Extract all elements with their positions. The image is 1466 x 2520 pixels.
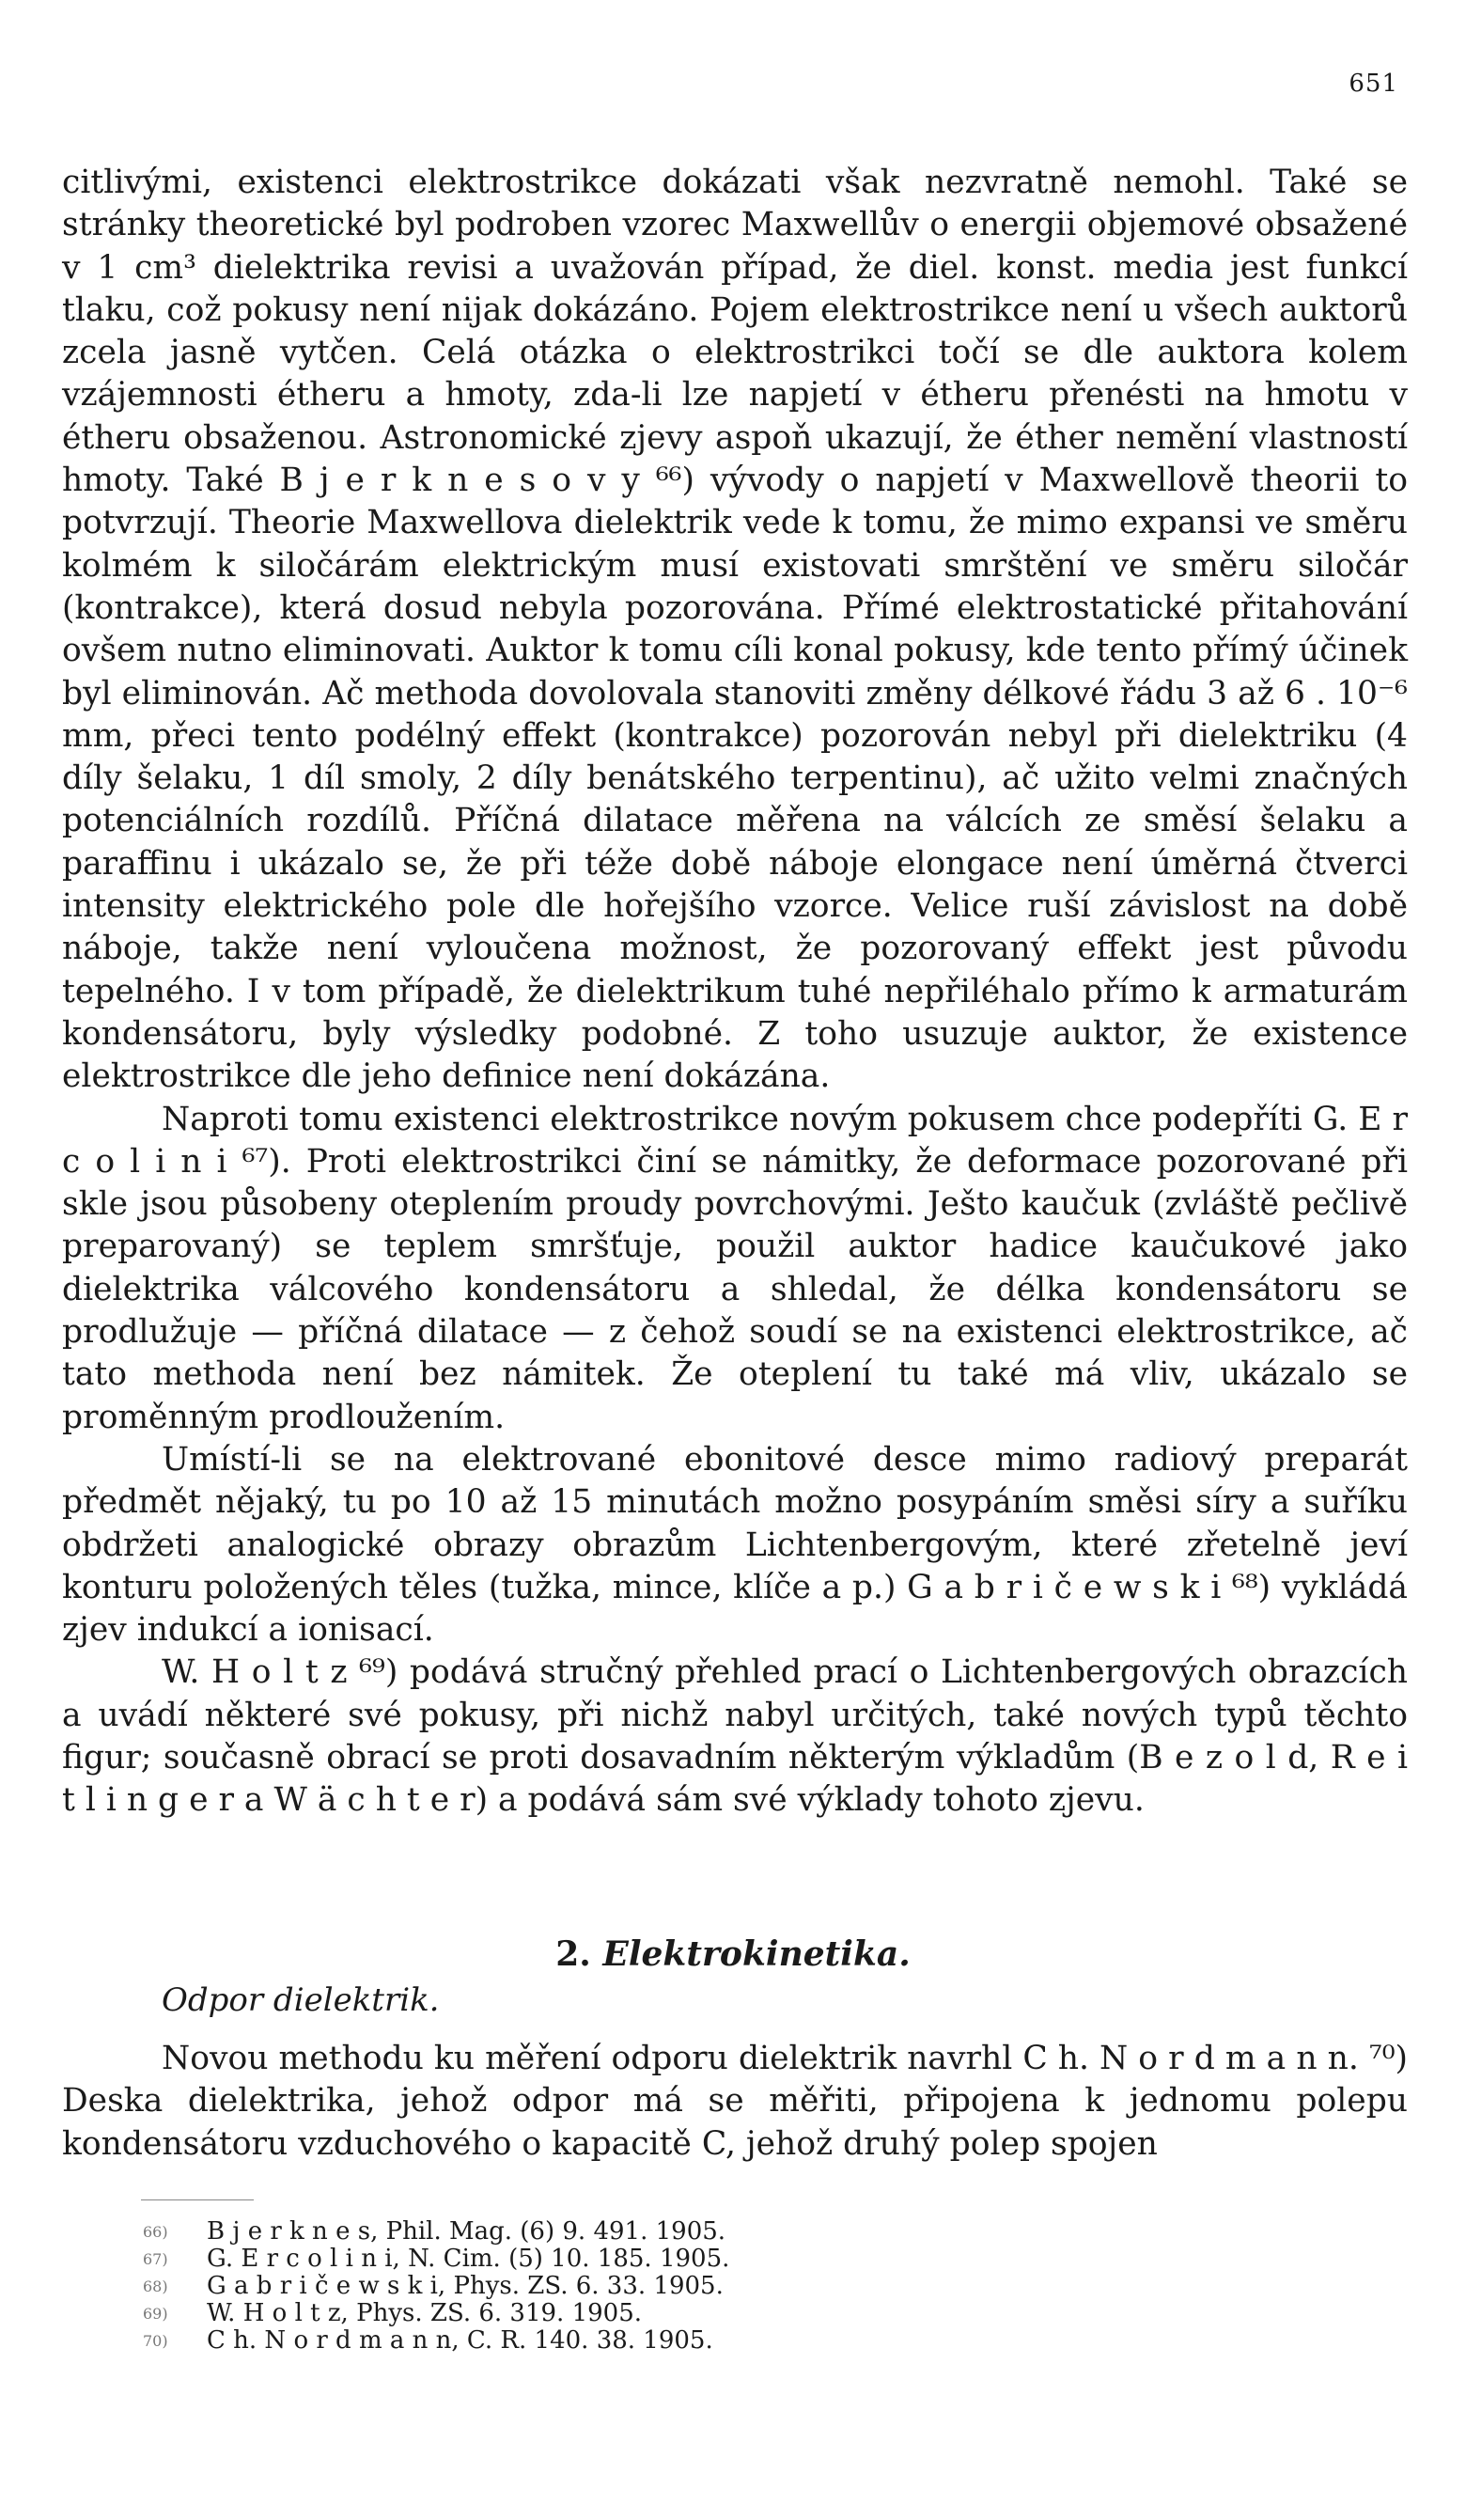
footnote (143, 2246, 1271, 2273)
section-title: Elektrokinetika. (602, 1934, 911, 1974)
footnote-mark: 68) (143, 2277, 168, 2295)
footnote-text: B j e r k n e s, Phil. Mag. (6) 9. 491. 1905. (207, 2217, 726, 2246)
footnote-text: C h. N o r d m a n n, C. R. 140. 38. 1905. (207, 2326, 713, 2355)
paragraph-ercolini: Naproti tomu existenci elektrostrikce novým pokusem chce podepříti G. E r c o l i n i ⁶⁷). Proti elektrostrikci činí se námitky, že deformace pozorované při skle jsou působeny oteplením proudy povrchovými. Ješto kaučuk (zvláště pečlivě preparovaný) se teplem smršťuje, použil auktor hadice kaučukové jako dielektrika válcového kondensátoru a shledal, že délka kondensátoru se prodlužuje — příčná dilatace — z čehož soudí se na existenci elektrostrikce, ač tato methoda není bez námitek. Že oteplení tu také má vliv, ukázalo se proměnným prodloužením. (62, 1100, 1408, 1436)
footnote-text: G. E r c o l i n i, N. Cim. (5) 10. 185. 1905. (207, 2245, 730, 2273)
footnote-divider (141, 2199, 254, 2200)
section-text (62, 2038, 1408, 2166)
paragraph-holtz: W. H o l t z ⁶⁹) podává stručný přehled prací o Lichtenbergových obrazcích a uvádí některé své pokusy, při nichž nabyl určitých, také nových typů těchto figur; současně obrací se proti dosavadním některým výkladům (B e z o l d, R e i t l i n g e r a W ä c h t e r) a podává sám své výklady tohoto zjevu. (62, 1653, 1408, 1820)
page-number: 651 (1349, 70, 1398, 98)
paragraph-electrostriction: citlivými, existenci elektrostrikce dokázati však nezvratně nemohl. Také se stránky theoretické byl podroben vzorec Maxwellův o energii objemové obsažené v 1 cm³ dielektrika revisi a uvažován případ, že diel. konst. media jest funkcí tlaku, což pokusy není nijak dokázáno. Pojem elektrostrikce není u všech auktorů zcela jasně vytčen. Celá otázka o elektrostrikci točí se dle auktora kolem vzájemnosti étheru a hmoty, zda-li lze napjetí v étheru přenésti na hmotu v étheru obsaženou. Astronomické zjevy aspoň ukazují, že éther nemění vlastností hmoty. Také B j e r k n e s o v y ⁶⁶) vývody o napjetí v Maxwellově theorii to potvrzují. Theorie Maxwellova dielektrik vede k tomu, že mimo expansi ve směru kolmém k siločárám elektrickým musí existovati smrštění ve směru siločár (kontrakce), která dosud nebyla pozorována. Přímé elektrostatické přitahování ovšem nutno eliminovati. Auktor k tomu cíli konal pokusy, kde tento přímý účinek byl eliminován. Ač methoda dovolovala stanoviti změny délkové řádu 3 až 6 . 10⁻⁶ mm, přeci tento podélný effekt (kontrakce) pozorován nebyl při dielektriku (4 díly šelaku, 1 díl smoly, 2 díly benátského terpentinu), ač užito velmi značných potenciálních rozdílů. Příčná dilatace měřena na válcích ze směsí šelaku a paraffinu i ukázalo se, že při téže době náboje elongace není úměrná čtverci intensity elektrického pole dle hořejšího vzorce. Velice ruší závislost na době náboje, takže není vyloučena možnost, že pozorovaný effekt jest původu tepelného. I v tom případě, že dielektrikum tuhé nepřiléhalo přímo k armaturám kondensátoru, byly výsledky podobné. Z toho usuzuje auktor, že existence elektrostrikce dle jeho definice není dokázána. (62, 164, 1408, 1096)
footnote (143, 2300, 1271, 2327)
section-number: 2. (555, 1934, 591, 1974)
subsection-heading: Odpor dielektrik. (162, 1981, 440, 2019)
main-text (62, 162, 1408, 1823)
footnote (143, 2327, 1271, 2355)
footnote-mark: 67) (143, 2250, 168, 2268)
footnote-text: W. H o l t z, Phys. ZS. 6. 319. 1905. (207, 2299, 643, 2327)
footnote-mark: 66) (143, 2223, 168, 2241)
section-heading (0, 1934, 1466, 1974)
footnote (143, 2218, 1271, 2246)
footnote-mark: 69) (143, 2305, 168, 2323)
paragraph-nordmann: Novou methodu ku měření odporu dielektrik navrhl C h. N o r d m a n n. ⁷⁰) Deska dielektrika, jehož odpor má se měřiti, připojena k jednomu polepu kondensátoru vzduchového o kapacitě C, jehož druhý polep spojen (62, 2040, 1408, 2163)
paragraph-lichtenberg-figures: Umístí-li se na elektrované ebonitové desce mimo radiový preparát předmět nějaký, tu po 10 až 15 minutách možno posypáním směsi síry a suříku obdržeti analogické obrazy obrazům Lichtenbergovým, které zřetelně jeví konturu položených těles (tužka, mince, klíče a p.) G a b r i č e w s k i ⁶⁸) vykládá zjev indukcí a ionisací. (62, 1440, 1408, 1650)
footnote-text: G a b r i č e w s k i, Phys. ZS. 6. 33. 1905. (207, 2272, 724, 2300)
footnotes (143, 2218, 1271, 2355)
footnote (143, 2273, 1271, 2300)
footnote-mark: 70) (143, 2332, 168, 2350)
